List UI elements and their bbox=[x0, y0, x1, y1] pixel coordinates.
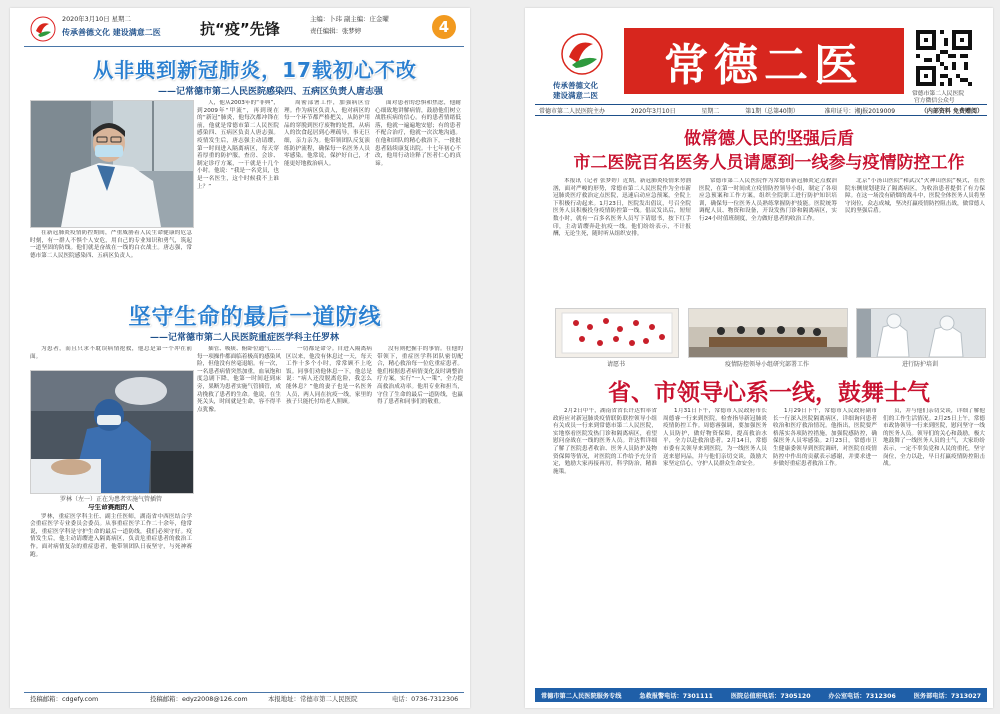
paragraph: 本报讯（记者 张梦婷）近期，新冠肺炎疫情来势汹汹，面对严峻的形势，常德市第二人民医院作为全市新冠肺炎医疗救治定点医院，迅速启动应急预案，全院上下积极行动起来。1月23日，医院发出倡议，号召全院医务人员积极投身疫情防控第一线。倡议发出后，短短数小时，就有一百多名医务人员写下请愿书，按下红手印，主动请缨奔赴抗疫一线。他们纷纷表示，不计报酬，无论生死，随时听从组织安排。 bbox=[553, 178, 691, 238]
masthead-banner bbox=[624, 28, 904, 94]
article2-column-2 bbox=[197, 346, 281, 690]
article1-photo bbox=[30, 100, 194, 228]
right-article2-column-3 bbox=[773, 408, 877, 682]
logo bbox=[30, 16, 56, 42]
emergency-phone: 急救报警电话：7301111 bbox=[639, 692, 713, 700]
paragraph: 周密部署工作，加强病区管理。作为病区负责人，他对病区的每一个环节都严格把关，从防护用品的穿脱到医疗废物的处置，从病人的饮食起居到心理疏导，事无巨细，亲力亲为。他带领团队反复演练防护流程，确保每一名医务人员零感染。他常说，保护好自己，才能更好地救治病人。 bbox=[284, 100, 370, 167]
paragraph: 北京“小汤山医院”和武汉“火神山医院”模式，在医院东侧规划建设了隔离病区，为收治患者提供了有力保障。在这一场没有硝烟的战斗中，医院全体医务人员将坚守岗位，众志成城，坚决打赢疫情防控阻击战，做常德人民的坚强后盾。 bbox=[845, 178, 985, 215]
article2-subhead: ——记常德市第二人民医院重症医学科主任罗林 bbox=[150, 333, 340, 343]
right-article2-column-4 bbox=[883, 408, 985, 682]
masthead-title: 常德二医 bbox=[664, 40, 864, 91]
editors: 主编：卜玮 副主编：庄金曜 bbox=[310, 15, 389, 23]
paragraph: 一切都是命令。自进入隔离病区以来，他没有休息过一天，每天工作十多个小时，常常顾不上吃饭。同事们劝他休息一下，他总是说：“病人还没脱离危险，我怎么能休息？”他的妻子也是一名医务人员，两人同在抗疫一线，家里的孩子只能托付给老人照顾。 bbox=[286, 346, 372, 406]
meeting-caption: 疫情防控领导小组研究部署工作 bbox=[724, 361, 809, 368]
service-footer-bar bbox=[535, 688, 987, 702]
page-number: 4 bbox=[438, 18, 450, 36]
office-phone: 办公室电话：7312306 bbox=[828, 692, 896, 700]
page-number-badge bbox=[432, 15, 456, 39]
right-article1-column-1 bbox=[553, 178, 691, 302]
paragraph: 1月29日下午，常德市人民政府副市长一行深入医院隔离病区，详细询问患者收治和医疗救治情况。他指出，医院要严格落实各项防控措施，加强院感防控，确保医务人员零感染。2月23日，常德市卫生健康委领导到医院调研，对医院在疫情防控中作出的贡献表示感谢，并要求进一步做好重症患者救治工作。 bbox=[773, 408, 877, 468]
header-rule bbox=[24, 46, 464, 47]
article1-column-2 bbox=[284, 100, 370, 296]
qr-code-icon bbox=[916, 30, 972, 86]
paragraph: 没有则把握手的事情。在他的带领下，重症医学科团队密切配合，精心救治每一位危重症患者。他们根据患者病情变化及时调整治疗方案，实行“一人一策”，全力提高救治成功率。他用专业和担当，守住了生命的最后一道防线，也赢得了患者和同事们的敬重。 bbox=[377, 346, 463, 406]
article1-headline: 从非典到新冠肺炎，17载初心不改 bbox=[93, 58, 417, 82]
qr-code bbox=[916, 30, 972, 86]
left-footer-rule bbox=[24, 692, 464, 693]
article2-photo bbox=[30, 370, 194, 494]
info-bar bbox=[535, 104, 987, 116]
paragraph: 在新冠肺炎疫情防控期间，严重威胁着人民生命健康的危急时刻，有一群人不惧个人安危，用自己的专业知识和勇气，筑起一道坚固的防线。他们就是奋战在一线的白衣战士。唐志强，常德市第二人民医院感染四、五病区负责人。 bbox=[30, 230, 192, 259]
info-issue: 第1期（总第40期） bbox=[745, 107, 799, 115]
section-title: 抗“疫”先锋 bbox=[200, 20, 280, 38]
paragraph: 面对患者的恐惧和焦虑，他耐心细致地讲解病情，鼓励他们树立战胜疾病的信心。有的患者情绪低落，他就一遍遍地安慰；有的患者不配合治疗，他就一次次地沟通。在他和团队的精心救治下，一批批患者陆续康复出院。十七年初心不改，他用行动诠释了医者仁心的真谛。 bbox=[375, 100, 461, 167]
paragraph: 为患者，而且只求不耽误病情抢救，他总是第一个冲在前面。 bbox=[30, 346, 192, 360]
qr-caption-2: 官方微信公众号 bbox=[914, 98, 955, 104]
info-permit: 准印证号：湘J报2019009 bbox=[824, 107, 896, 115]
masthead-logo bbox=[560, 32, 604, 76]
right-article2-headline: 省、市领导心系一线，鼓舞士气 bbox=[608, 380, 930, 406]
logo-icon bbox=[560, 32, 604, 76]
article2-column-3 bbox=[286, 346, 372, 690]
qr-caption-1: 常德市第二人民医院 bbox=[912, 91, 965, 97]
logo-icon bbox=[30, 16, 56, 42]
right-article1-column-2 bbox=[699, 178, 837, 302]
petition-caption: 请愿书 bbox=[606, 361, 625, 368]
petition-photo bbox=[555, 308, 679, 358]
article1-column-1 bbox=[197, 100, 279, 296]
footer-address: 本报地址：常德市第二人民医院 bbox=[268, 695, 358, 703]
article1-column-3 bbox=[375, 100, 461, 296]
paragraph: 员，并与他们亲切交谈，详细了解他们的工作生活情况。2月25日上午，常德市政协领导一行来到医院，慰问坚守一线的医务人员。领导们的关心和鼓励，极大地鼓舞了一线医务人员的士气，大家纷纷表示，一定不辜负党和人民的重托，坚守岗位，全力以赴，早日打赢疫情防控阻击战。 bbox=[883, 408, 985, 468]
article2-headline: 坚守生命的最后一道防线 bbox=[128, 305, 382, 330]
info-note: （内部资料 免费赠阅） bbox=[920, 107, 983, 115]
left-slogan: 传承善德文化 建设满意二医 bbox=[62, 28, 161, 37]
masthead-slogan-2: 建设满意二医 bbox=[553, 91, 598, 100]
article1-subhead: ——记常德市第二人民医院感染四、五病区负责人唐志强 bbox=[158, 87, 384, 97]
article2-top-text bbox=[30, 346, 192, 368]
article2-photo-caption: 罗林（左一）正在为患者实施气管插管 bbox=[59, 496, 162, 503]
training-photo bbox=[856, 308, 986, 358]
right-article1-column-3 bbox=[845, 178, 985, 302]
info-date: 2020年3月10日 bbox=[630, 107, 676, 115]
medical-dept-phone: 医务部电话：7313027 bbox=[913, 692, 981, 700]
footer-phone: 电话：0736-7312306 bbox=[392, 695, 459, 703]
paragraph: 人，他从2003年的“非典”，到2009年“甲流”，再到现在的“新冠”肺炎，他每次都冲锋在前，他就是常德市第二人民医院感染四、五病区负责人唐志强。疫情发生后，唐志强主动请缨，第一时间进入隔离病区，每天穿着厚重的防护服，查房、会诊、制定诊疗方案，一干就是十几个小时。他说：“我是一名党员，也是一名医生，这个时候我不上谁上？” bbox=[197, 100, 279, 190]
paragraph: 常德市第二人民医院作为常德市新冠肺炎定点救治医院，在第一时间成立疫情防控领导小组，制定了各项应急预案和工作方案，组织全院职工进行防护知识培训，确保每一位医务人员熟练掌握防护技能。医院统筹调配人员、物资和设备，开设发热门诊和隔离病区，实行24小时值班制度，全力做好患者的收治工作。 bbox=[699, 178, 837, 222]
duty-phone: 医院总值班电话：7305120 bbox=[730, 692, 811, 700]
footer-email-1: 投稿邮箱：cdgefy.com bbox=[30, 695, 99, 703]
info-weekday: 星期二 bbox=[701, 107, 720, 115]
right-article1-headline2: 市二医院百名医务人员请愿到一线参与疫情防控工作 bbox=[573, 153, 965, 173]
right-article2-column-1 bbox=[553, 408, 657, 682]
paragraph: 1月31日下午，常德市人民政府市长周德睿一行来到医院，检查指导新冠肺炎疫情防控工作。周德睿强调，要加强医务人员防护，做好物资保障，提高救治水平，全力以赴救治患者。2月14日，常德市委有关领导来到医院，为一线医务人员送来慰问品，并与他们亲切交谈，鼓励大家坚定信心，守护人民群众生命安全。 bbox=[663, 408, 767, 468]
left-date: 2020年3月10日 星期二 bbox=[62, 15, 131, 23]
paragraph: 罗林，重症医学科主任、副主任医师，湖南省中西医结合学会重症医学专业委员会委员。从事重症医学工作二十余年，他常说，重症医学科是守护生命的最后一道防线，我们必须守好。疫情发生后，他主动请缨进入隔离病区，负责危重症患者的救治工作。面对病情复杂的重症患者，他带领团队日夜坚守，与死神赛跑。 bbox=[30, 513, 192, 558]
info-publisher: 常德市第二人民医院主办 bbox=[539, 107, 606, 115]
subheading: 与生命赛跑的人 bbox=[87, 504, 135, 511]
paragraph: 插管、吸痰、俯卧位通气……每一项操作都面临着极高的感染风险，但他没有丝毫退缩。有一次，一名患者病情突然加重，血氧饱和度急剧下降，他第一时间赶到床旁，果断为患者实施气管插管，成功挽救了患者的生命。他说，在生死关头，时间就是生命，容不得半点犹豫。 bbox=[197, 346, 281, 413]
right-article2-column-2 bbox=[663, 408, 767, 682]
article1-text-under-photo bbox=[30, 230, 192, 296]
meeting-photo bbox=[688, 308, 848, 358]
article2-column-4 bbox=[377, 346, 463, 690]
footer-email-2: 投稿邮箱：edyz2008@126.com bbox=[150, 695, 248, 703]
paragraph: 2月2日中午，湖南省省长许达哲率省政府应对新冠肺炎疫情联防联控领导小组有关成员一行来到常德市第二人民医院，实地察看医院发热门诊和隔离病区，看望慰问奋战在一线的医务人员。许达哲详细了解了医院患者收治、医务人员防护及物资保障等情况，对医院的工作给予充分肯定，勉励大家再接再厉，科学防治，精准施策。 bbox=[553, 408, 657, 475]
masthead-slogan-1: 传承善德文化 bbox=[553, 81, 598, 90]
training-caption: 进行防护培训 bbox=[901, 361, 938, 368]
right-article1-headline1: 做常德人民的坚强后盾 bbox=[684, 129, 854, 149]
article2-column-1 bbox=[30, 504, 192, 690]
service-line-title: 常德市第二人民医院服务专线 bbox=[541, 692, 622, 700]
section-editor: 责任编辑：张梦婷 bbox=[310, 27, 362, 35]
